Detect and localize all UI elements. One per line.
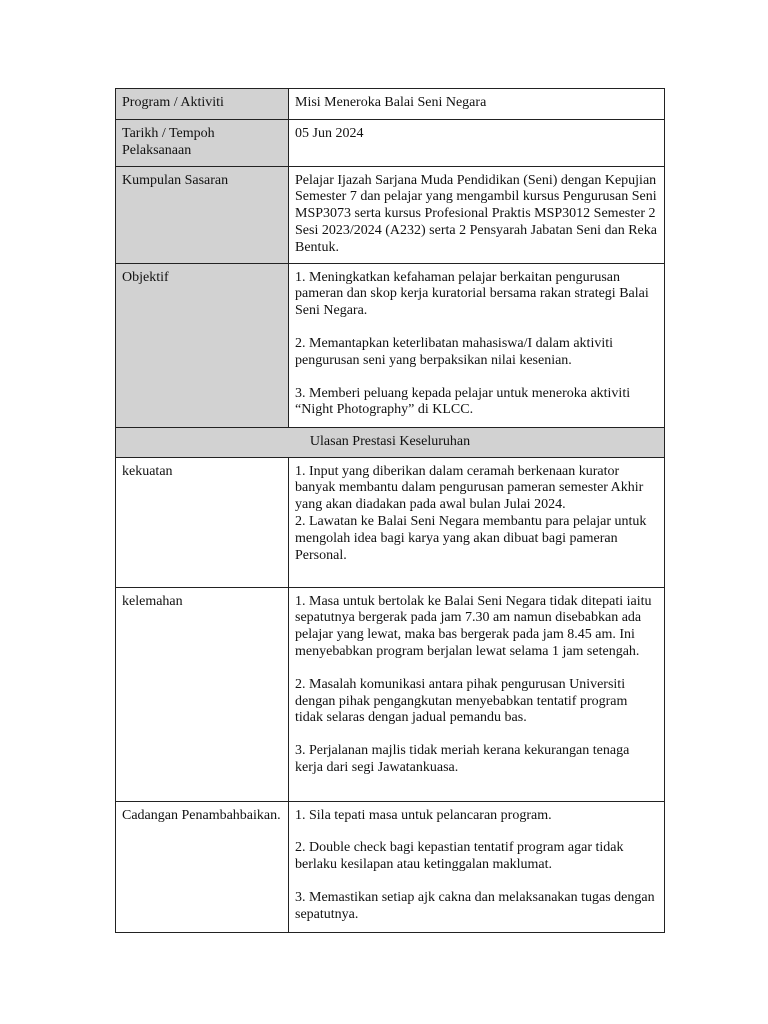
kekuatan-label: kekuatan [122,463,173,479]
objektif-label: Objektif [122,269,169,285]
objektif-item: 2. Memantapkan keterlibatan mahasiswa/I dalam aktiviti pengurusan seni yang berpaksikan nilai kesenian. [295,335,614,368]
tarikh-label-cell [116,120,289,167]
program-report-table [115,88,665,933]
row-cadangan [116,801,665,932]
program-value: Misi Meneroka Balai Seni Negara [295,95,487,110]
kelemahan-item: 1. Masa untuk bertolak ke Balai Seni Negara tidak ditepati iaitu sepatutnya bergerak pada jam 7.30 am namun disebabkan ada pelajar yang lewat, maka bas bergerak pada jam 8.45 am. Ini menyebabkan program berjalan lewat selama 1 jam setengah. [295,593,652,659]
row-kekuatan [116,457,665,587]
kelemahan-item: 2. Masalah komunikasi antara pihak pengurusan Universiti dengan pihak pengangkutan menyebabkan tentatif program tidak selaras dengan jadual pemandu bas. [295,676,628,726]
kumpulan-value: Pelajar Ijazah Sarjana Muda Pendidikan (Seni) dengan Kepujian Semester 7 dan pelajar yang mengambil kursus Pengurusan Seni MSP3073 serta kursus Profesional Praktis MSP3012 Semester 2 Sesi 2023/2024 (A232) serta 2 Pensyarah Jabatan Seni dan Reka Bentuk. [295,172,657,255]
kekuatan-value-cell [289,457,665,587]
cadangan-item: 2. Double check bagi kepastian tentatif program agar tidak berlaku kesilapan atau ketinggalan maklumat. [295,840,624,873]
program-label: Program / Aktiviti [122,95,224,110]
row-kelemahan [116,587,665,801]
kumpulan-label-cell [116,166,289,263]
row-program [116,89,665,120]
cadangan-value-cell [289,801,665,932]
tarikh-label: Tarikh / Tempoh Pelaksanaan [122,126,215,158]
section-header-cell [116,427,665,457]
program-value-cell [289,89,665,120]
cadangan-label-cell [116,801,289,932]
row-section-header [116,427,665,457]
tarikh-value: 05 Jun 2024 [295,126,364,141]
kelemahan-label: kelemahan [122,593,183,609]
kumpulan-label: Kumpulan Sasaran [122,172,229,188]
kekuatan-label-cell [116,457,289,587]
tarikh-value-cell [289,120,665,167]
objektif-label-cell [116,263,289,427]
objektif-item: 3. Memberi peluang kepada pelajar untuk meneroka aktiviti “Night Photography” di KLCC. [295,385,631,418]
section-header: Ulasan Prestasi Keseluruhan [309,433,471,449]
kelemahan-item: 3. Perjalanan majlis tidak meriah kerana kekurangan tenaga kerja dari segi Jawatankuasa. [295,743,630,775]
kekuatan-item: 2. Lawatan ke Balai Seni Negara membantu para pelajar untuk mengolah idea bagi karya yang akan dibuat bagi pameran Personal. [295,513,647,563]
kumpulan-value-cell [289,166,665,263]
kelemahan-value-cell [289,587,665,801]
row-kumpulan [116,166,665,263]
row-objektif [116,263,665,427]
kelemahan-label-cell [116,587,289,801]
cadangan-item: 1. Sila tepati masa untuk pelancaran program. [295,807,552,823]
cadangan-item: 3. Memastikan setiap ajk cakna dan melaksanakan tugas dengan sepatutnya. [295,889,655,922]
kekuatan-item: 1. Input yang diberikan dalam ceramah berkenaan kurator banyak membantu dalam pengurusan pameran semester Akhir yang akan diadakan pada awal bulan Julai 2024. [295,463,644,513]
program-label-cell [116,89,289,120]
row-tarikh [116,120,665,167]
objektif-value-cell [289,263,665,427]
objektif-item: 1. Meningkatkan kefahaman pelajar berkaitan pengurusan pameran dan skop kerja kuratorial bersama rakan strategi Balai Seni Negara. [295,269,649,319]
cadangan-label: Cadangan Penambahbaikan. [122,807,281,823]
